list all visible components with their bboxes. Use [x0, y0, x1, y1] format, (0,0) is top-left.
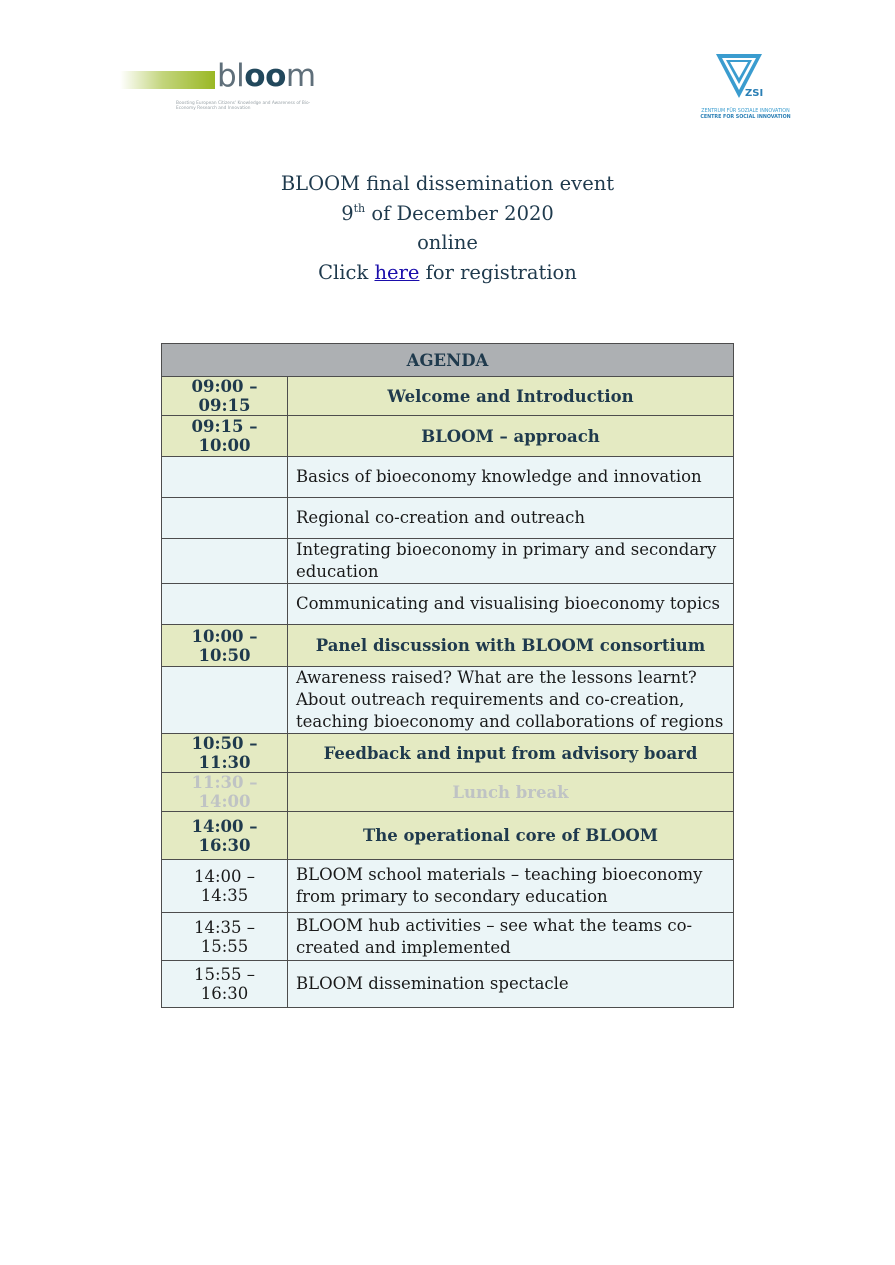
agenda-time: 14:00 – 14:35	[162, 860, 288, 913]
agenda-time	[162, 667, 288, 734]
agenda-section-row	[162, 734, 734, 773]
agenda-section-row	[162, 812, 734, 860]
agenda-item-text: Regional co-creation and outreach	[288, 498, 734, 539]
agenda-item-row	[162, 457, 734, 498]
agenda-item-row	[162, 667, 734, 734]
zsi-logo	[698, 52, 793, 127]
registration-link[interactable]: here	[374, 260, 420, 284]
zsi-logo-text: ZSI	[745, 88, 764, 99]
agenda-item-row	[162, 584, 734, 625]
agenda-section-title: BLOOM – approach	[288, 416, 734, 457]
agenda-heading: AGENDA	[162, 344, 734, 377]
event-date-suffix: th	[353, 201, 366, 215]
agenda-table	[161, 343, 734, 1008]
agenda-item-text: Basics of bioeconomy knowledge and innovation	[288, 457, 734, 498]
bloom-logo	[120, 58, 320, 119]
agenda-lunch-row	[162, 773, 734, 812]
registration-suffix: for registration	[419, 260, 577, 284]
agenda-item-text: Integrating bioeconomy in primary and secondary education	[288, 539, 734, 584]
bloom-logo-bar	[120, 71, 215, 89]
event-date-rest: of December 2020	[365, 201, 554, 225]
event-date-day: 9	[341, 201, 354, 225]
agenda-section-row	[162, 625, 734, 667]
agenda-item-row	[162, 913, 734, 961]
registration-prefix: Click	[318, 260, 375, 284]
event-header	[0, 169, 895, 287]
bloom-logo-word-right: m	[285, 58, 316, 94]
agenda-item-line: Awareness raised? What are the lessons learnt?	[296, 668, 697, 687]
agenda-time	[162, 584, 288, 625]
agenda-time: 10:00 – 10:50	[162, 625, 288, 667]
agenda-item-row	[162, 539, 734, 584]
zsi-logo-line1: ZENTRUM FÜR SOZIALE INNOVATION	[701, 109, 790, 114]
agenda-item-text	[288, 667, 734, 734]
agenda-section-title: Lunch break	[288, 773, 734, 812]
agenda-item-text: Communicating and visualising bioeconomy topics	[288, 584, 734, 625]
agenda-section-title: Welcome and Introduction	[288, 377, 734, 416]
agenda-section-title: Panel discussion with BLOOM consortium	[288, 625, 734, 667]
agenda-time	[162, 539, 288, 584]
agenda-section-row	[162, 416, 734, 457]
bloom-logo-word-mid: oo	[244, 58, 286, 94]
agenda-section-title: Feedback and input from advisory board	[288, 734, 734, 773]
agenda-time: 09:15 – 10:00	[162, 416, 288, 457]
agenda-time: 14:00 – 16:30	[162, 812, 288, 860]
zsi-logo-subtitle	[698, 109, 793, 121]
bloom-logo-word-left: bl	[217, 58, 245, 94]
agenda-section-title: The operational core of BLOOM	[288, 812, 734, 860]
agenda-item-line: About outreach requirements and co-creation, teaching bioeconomy and collaborations of regions	[296, 690, 724, 731]
event-date	[0, 199, 895, 229]
agenda-item-row	[162, 961, 734, 1008]
agenda-item-text: BLOOM hub activities – see what the teams co-created and implemented	[288, 913, 734, 961]
agenda-time: 15:55 – 16:30	[162, 961, 288, 1008]
agenda-time	[162, 498, 288, 539]
agenda-item-row	[162, 498, 734, 539]
agenda-time: 11:30 – 14:00	[162, 773, 288, 812]
zsi-logo-line2: CENTRE FOR SOCIAL INNOVATION	[700, 115, 791, 120]
agenda-item-row	[162, 860, 734, 913]
agenda-time: 10:50 – 11:30	[162, 734, 288, 773]
bloom-logo-wordmark	[217, 58, 316, 94]
agenda-section-row	[162, 377, 734, 416]
agenda-time: 09:00 – 09:15	[162, 377, 288, 416]
zsi-logo-mark	[716, 52, 776, 102]
agenda-item-text: BLOOM school materials – teaching bioeconomy from primary to secondary education	[288, 860, 734, 913]
event-location: online	[417, 231, 478, 254]
agenda-header-row	[162, 344, 734, 377]
bloom-logo-tagline: Boosting European Citizens' Knowledge and Awareness of Bio-Economy Research and Innovation	[176, 101, 311, 111]
agenda-time	[162, 457, 288, 498]
agenda-item-text: BLOOM dissemination spectacle	[288, 961, 734, 1008]
event-registration	[0, 258, 895, 288]
agenda-time: 14:35 – 15:55	[162, 913, 288, 961]
event-title: BLOOM final dissemination event	[280, 172, 615, 195]
